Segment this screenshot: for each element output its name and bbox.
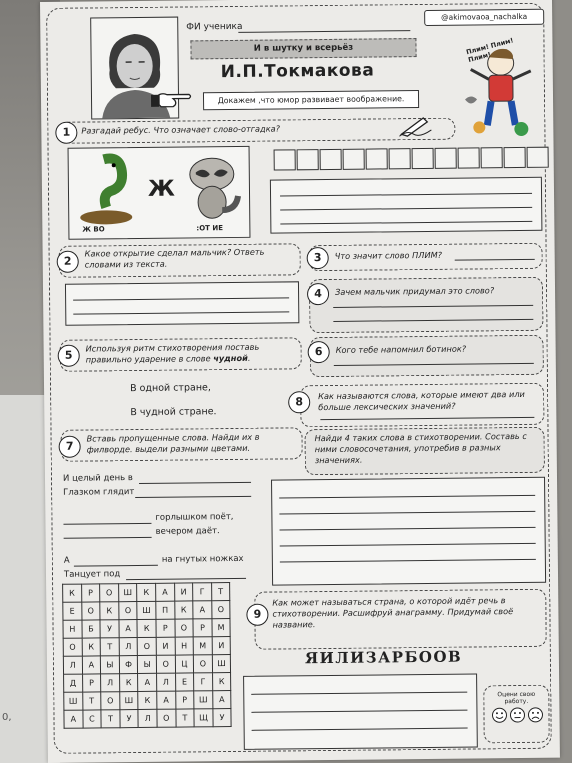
filword-cell[interactable]: Е xyxy=(175,673,194,691)
filword-cell[interactable]: Ш xyxy=(212,655,231,673)
filword-cell[interactable]: К xyxy=(174,601,193,619)
raccoon-illustration xyxy=(182,150,243,221)
poem-line-6: Танцует под xyxy=(63,569,121,580)
task5-number: 5 xyxy=(58,345,80,367)
filword-cell[interactable]: Р xyxy=(82,674,101,692)
filword-cell[interactable]: Т xyxy=(211,583,230,601)
filword-cell[interactable]: Ш xyxy=(120,692,139,710)
task8-answer-box[interactable] xyxy=(271,477,546,586)
filword-cell[interactable]: К xyxy=(138,691,157,709)
filword-row xyxy=(63,619,231,639)
task9-number: 9 xyxy=(246,604,268,626)
filword-cell[interactable]: Р xyxy=(81,584,100,602)
task5-text-main: Используя ритм стихотворения поставь правильно ударение в слове xyxy=(85,341,260,365)
rebus-left-caption: Ж ВО xyxy=(82,225,105,234)
filword-cell[interactable]: О xyxy=(119,602,138,620)
filword-cell[interactable]: О xyxy=(157,709,176,727)
filword-cell[interactable]: И xyxy=(174,583,193,601)
filword-cell[interactable]: Л xyxy=(119,638,138,656)
filword-cell[interactable]: К xyxy=(137,619,156,637)
filword-cell[interactable]: Ш xyxy=(64,692,83,710)
filword-cell[interactable]: Л xyxy=(101,674,120,692)
filword-cell[interactable]: К xyxy=(100,602,119,620)
cartoon-caption: Плим! Плим! Плим! xyxy=(465,36,515,65)
filword-cell[interactable]: О xyxy=(194,655,213,673)
worksheet xyxy=(40,0,560,763)
task6-box xyxy=(310,335,544,377)
filword-cell[interactable]: Ы xyxy=(101,656,120,674)
filword-cell[interactable]: Л xyxy=(63,656,82,674)
self-rating-label: Оцени свою работу. xyxy=(497,690,536,706)
filword-cell[interactable]: Т xyxy=(175,709,194,727)
filword-cell[interactable]: Ш xyxy=(194,691,213,709)
poem-line-2: Глазком глядит xyxy=(63,487,135,498)
task2-answer-box[interactable] xyxy=(65,281,299,325)
filword-cell[interactable]: И xyxy=(212,637,231,655)
task6-text: Кого тебе напомнил ботинок? xyxy=(335,343,467,355)
task1-number: 1 xyxy=(55,122,77,144)
filword-cell[interactable]: А xyxy=(157,691,176,709)
poem-line-stress-a: В одной стране, xyxy=(129,382,211,395)
poem-line-3: горлышком поёт, xyxy=(155,512,234,523)
filword-cell[interactable]: О xyxy=(138,637,157,655)
filword-cell[interactable]: И xyxy=(156,637,175,655)
filword-cell[interactable]: К xyxy=(119,674,138,692)
filword-cell[interactable]: М xyxy=(193,637,212,655)
task1-answer-box[interactable] xyxy=(270,177,543,234)
filword-cell[interactable]: К xyxy=(82,638,101,656)
filword-cell[interactable]: Н xyxy=(175,637,194,655)
pointing-hand-icon xyxy=(149,86,193,110)
filword-cell[interactable]: П xyxy=(156,601,175,619)
poem-line-5a: А xyxy=(63,555,70,566)
filword-row xyxy=(64,673,232,693)
poem-line-stress-b: В чудной стране. xyxy=(130,406,217,419)
filword-row xyxy=(64,709,232,729)
filword-cell[interactable]: А xyxy=(193,601,212,619)
filword-cell[interactable]: С xyxy=(83,710,102,728)
filword-cell[interactable]: О xyxy=(81,602,100,620)
filword-cell[interactable]: Г xyxy=(194,673,213,691)
filword-row xyxy=(63,601,231,621)
task4-number: 4 xyxy=(307,283,329,305)
filword-cell[interactable]: Д xyxy=(64,674,83,692)
filword-cell[interactable]: О xyxy=(63,638,82,656)
filword-cell[interactable]: А xyxy=(212,691,231,709)
filword-cell[interactable]: Ы xyxy=(138,655,157,673)
task2-number: 2 xyxy=(57,251,79,273)
anagram: ЯИЛИЗАРБООВ xyxy=(304,647,463,668)
filword-cell[interactable]: А xyxy=(64,710,83,728)
filword-cell[interactable]: К xyxy=(137,583,156,601)
task1-text: Разгадай ребус. Что означает слово-отгадка? xyxy=(81,123,281,136)
filword-cell[interactable]: О xyxy=(101,692,120,710)
filword-cell[interactable]: Р xyxy=(193,619,212,637)
filword-cell[interactable]: Р xyxy=(156,619,175,637)
filword-cell[interactable]: М xyxy=(212,619,231,637)
filword-cell[interactable]: Ш xyxy=(137,601,156,619)
filword-cell[interactable]: О xyxy=(156,655,175,673)
filword-cell[interactable]: Т xyxy=(100,638,119,656)
filword-grid[interactable] xyxy=(62,582,232,729)
smiley-sad-icon[interactable] xyxy=(527,707,543,727)
poem-line-1: И целый день в xyxy=(62,473,133,484)
filword-cell[interactable]: Т xyxy=(82,692,101,710)
handle-badge: @akimovaoa_nachalka xyxy=(424,9,544,26)
tagline-box: Докажем ,что юмор развивает воображение. xyxy=(203,90,419,110)
filword-row xyxy=(64,691,232,711)
task8-subtask: Найди 4 таких слова в стихотворении. Составь с ними словосочетания, употребив в разных значениях. xyxy=(314,430,527,466)
task7-number: 7 xyxy=(59,436,81,458)
answer-letter-cells[interactable] xyxy=(274,147,550,175)
task8-question: Как называются слова, которые имеют два или больше лексических значений? xyxy=(318,388,525,413)
filword-cell[interactable]: Щ xyxy=(194,709,213,727)
author-title: И.П.Токмакова xyxy=(220,60,375,83)
task3-number: 3 xyxy=(307,247,329,269)
filword-cell[interactable]: Е xyxy=(63,602,82,620)
filword-cell[interactable]: Б xyxy=(82,620,101,638)
task6-number: 6 xyxy=(308,341,330,363)
pen-writing-icon xyxy=(397,114,435,138)
filword-cell[interactable]: О xyxy=(100,584,119,602)
task5-text xyxy=(86,341,296,365)
filword-cell[interactable]: Г xyxy=(193,583,212,601)
filword-row xyxy=(63,655,231,675)
side-text: 0, xyxy=(2,712,12,723)
poem-line-4: вечером даёт. xyxy=(155,526,220,537)
rebus-letter: Ж xyxy=(147,176,176,202)
filword-cell[interactable]: Л xyxy=(138,709,157,727)
filword-cell[interactable]: О xyxy=(212,601,231,619)
task3-text: Что значит слово ПЛИМ? xyxy=(334,249,443,261)
filword-cell[interactable]: Н xyxy=(63,620,82,638)
filword-cell[interactable]: Ц xyxy=(175,655,194,673)
subtitle-band: И в шутку и всерьёз xyxy=(190,38,416,59)
filword-cell[interactable]: А xyxy=(138,673,157,691)
filword-cell[interactable]: Т xyxy=(101,710,120,728)
filword-cell[interactable]: Л xyxy=(157,673,176,691)
task4-text: Зачем мальчик придумал это слово? xyxy=(334,285,495,297)
task2-text: Какое открытие сделал мальчик? Ответь словами из текста. xyxy=(84,246,265,270)
task7-text: Вставь пропущенные слова. Найди их в филворде. выдели разными цветами. xyxy=(86,431,260,455)
filword-cell[interactable]: А xyxy=(156,583,175,601)
filword-cell[interactable]: К xyxy=(63,584,82,602)
rebus-right-caption: :ОТ ИЕ xyxy=(196,224,224,233)
poem-line-5b: на гнутых ножках xyxy=(161,553,244,565)
filword-cell[interactable]: А xyxy=(82,656,101,674)
filword-cell[interactable]: А xyxy=(119,620,138,638)
filword-cell[interactable]: К xyxy=(212,673,231,691)
filword-row xyxy=(63,583,231,603)
cobra-illustration xyxy=(74,151,139,226)
filword-cell[interactable]: У xyxy=(100,620,119,638)
filword-cell[interactable]: Ф xyxy=(119,656,138,674)
filword-cell[interactable]: Ш xyxy=(118,584,137,602)
task5-bold-word: чудной xyxy=(213,352,248,364)
filword-cell[interactable]: У xyxy=(120,710,139,728)
filword-cell[interactable]: У xyxy=(213,709,232,727)
filword-cell[interactable]: Р xyxy=(175,691,194,709)
filword-row xyxy=(63,637,231,657)
task5-text-end: . xyxy=(247,352,251,363)
filword-cell[interactable]: О xyxy=(175,619,194,637)
task9-text: Как может называться страна, о которой идёт речь в стихотворении. Расшифруй анаграмму. Придумай своё название. xyxy=(272,595,514,630)
task8-number: 8 xyxy=(288,391,310,413)
student-name-label: ФИ ученика xyxy=(186,21,243,33)
smiley-happy-icon[interactable] xyxy=(491,707,507,727)
smiley-neutral-icon[interactable] xyxy=(509,707,525,727)
